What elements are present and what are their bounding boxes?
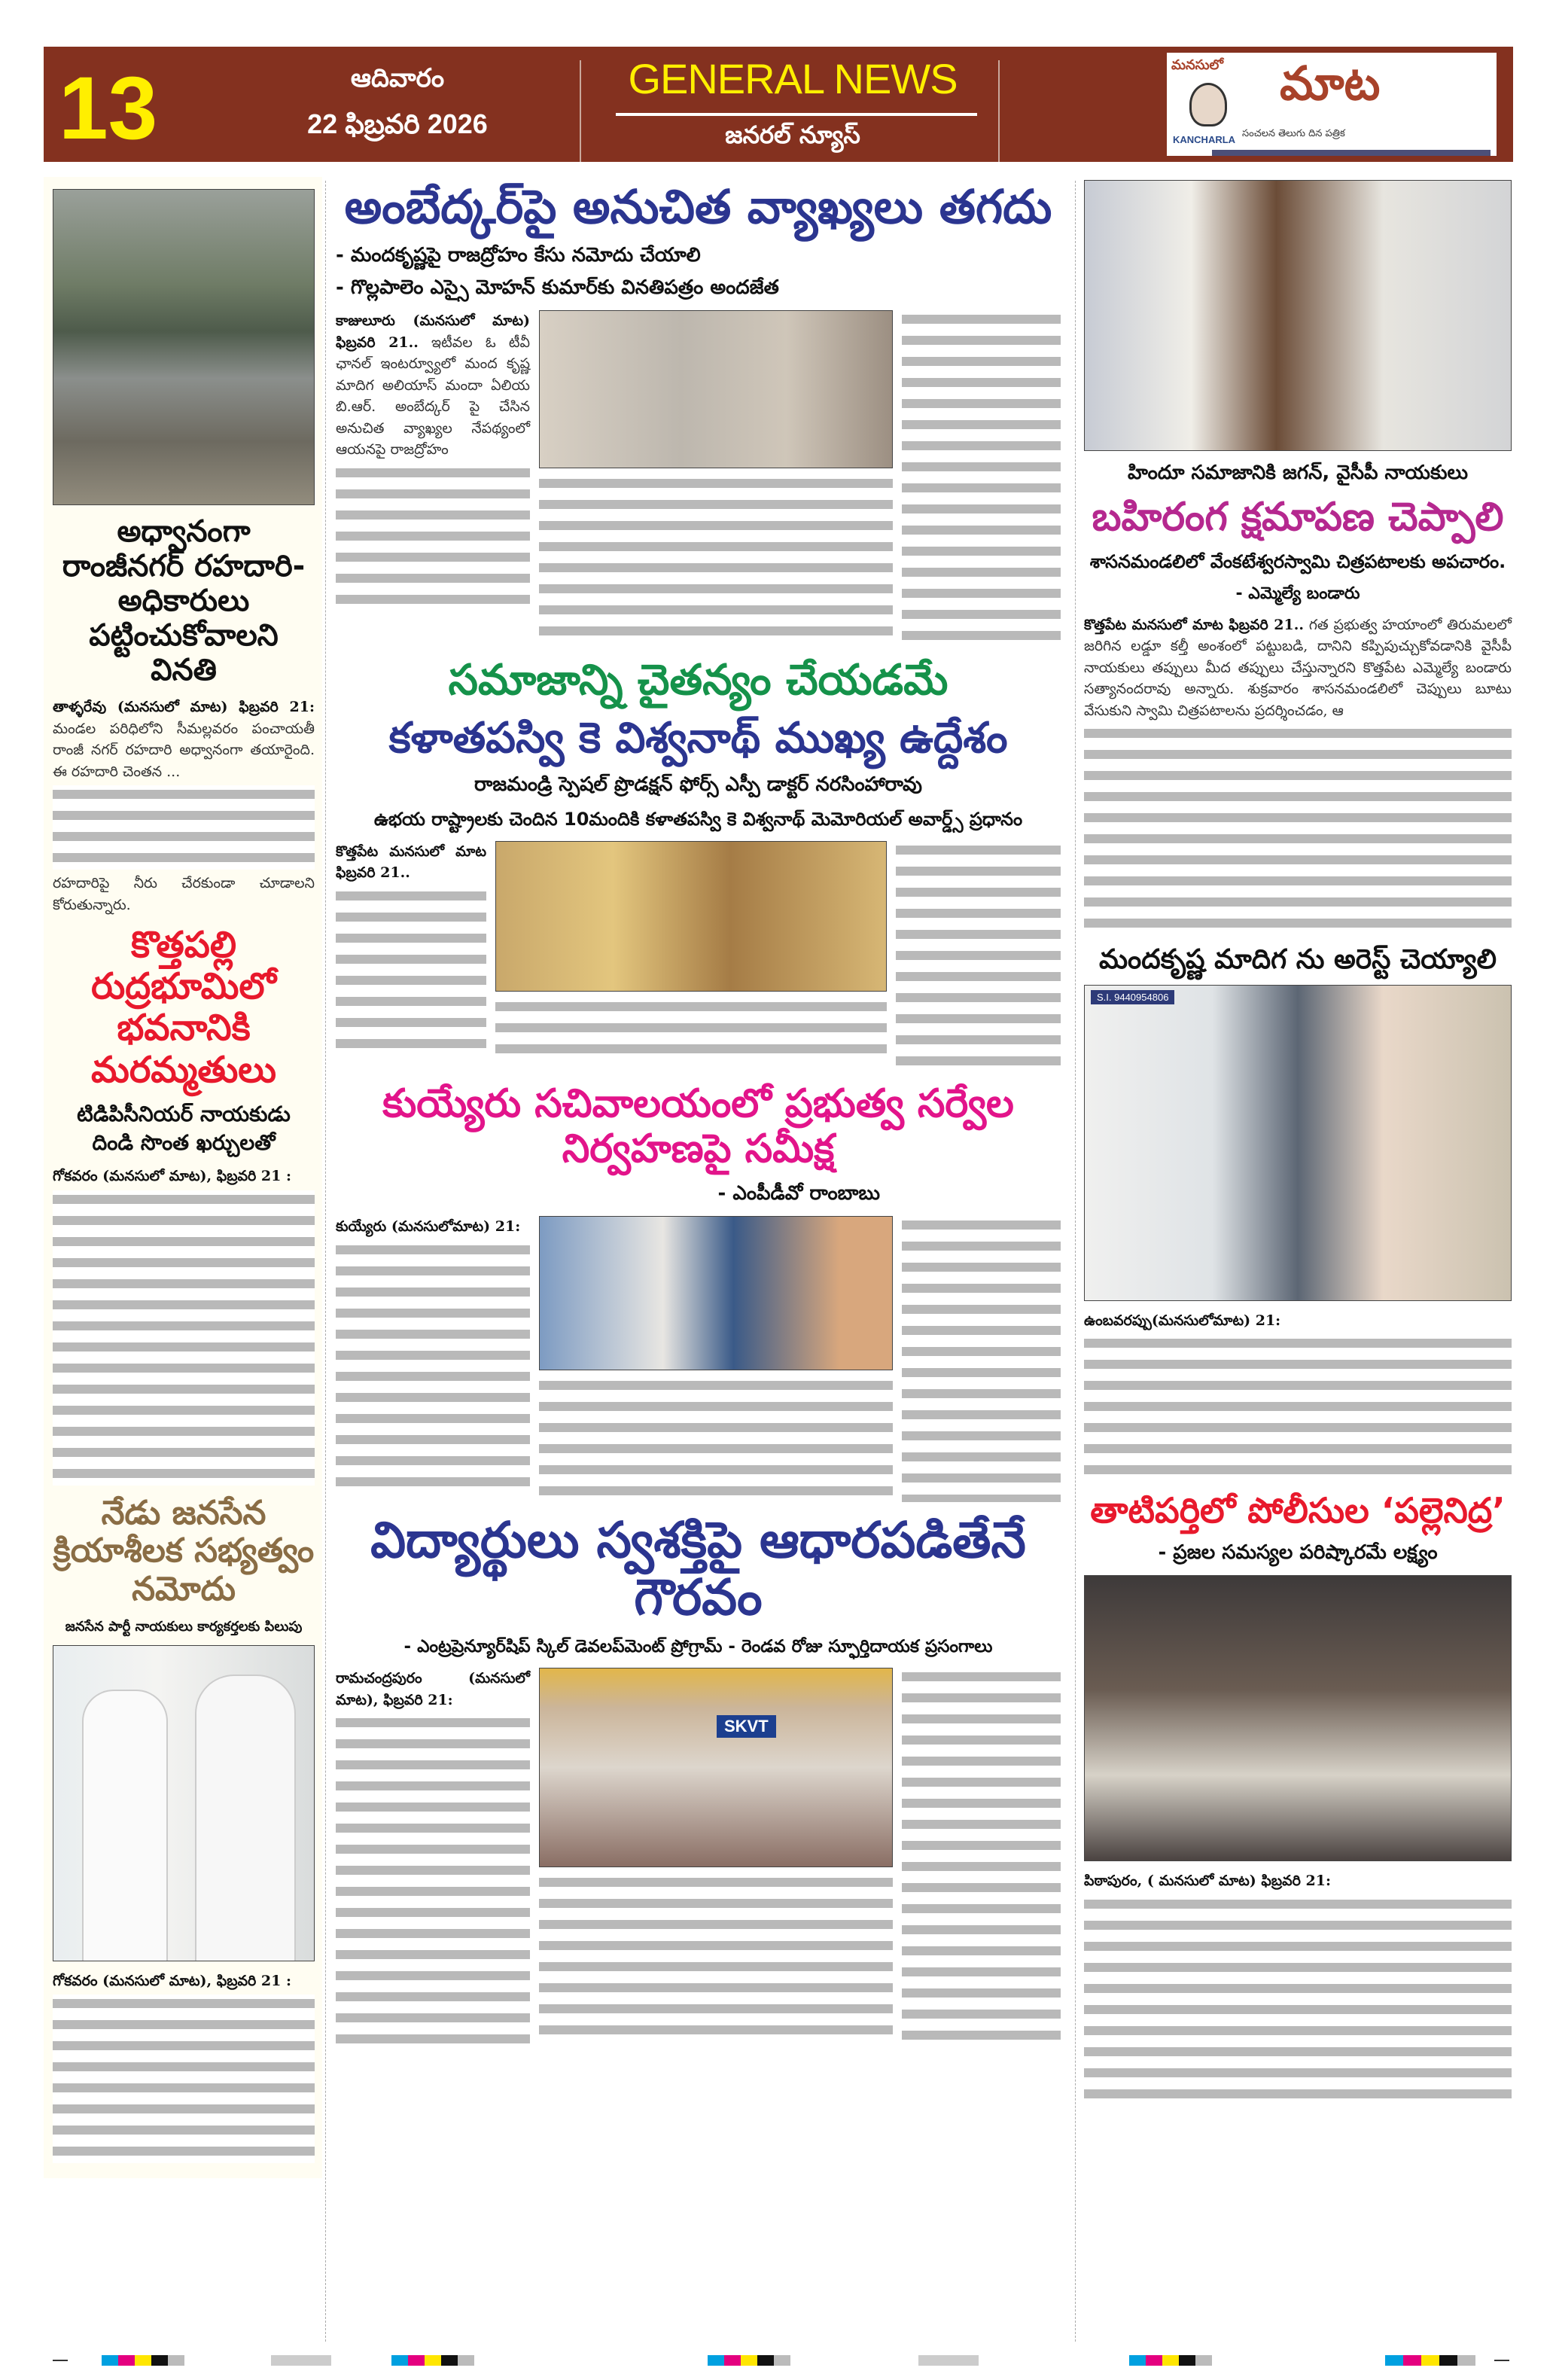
center-column [331, 177, 1065, 2066]
byline: - ఎమ్మెల్యే బండారు [1235, 584, 1360, 604]
photo-memorandum-handover [539, 310, 893, 468]
article-body [1084, 614, 1512, 936]
column-divider [1075, 181, 1076, 2342]
text-lines [539, 474, 893, 643]
color-bar [102, 2355, 184, 2366]
logo-brand: KANCHARLA [1173, 134, 1236, 145]
article-body [53, 1970, 315, 2164]
kicker: హిందూ సమాజానికి జగన్, వైసీపీ నాయకులు [1128, 462, 1468, 484]
logo-portrait-icon [1189, 83, 1227, 126]
article-body [336, 841, 486, 1056]
subheadline: జనసేన పార్టీ నాయకులు కార్యకర్తలకు పిలుపు [65, 1618, 303, 1635]
crosshair-mark [1494, 2360, 1509, 2361]
text-lines [53, 1995, 315, 2163]
day-label: ఆదివారం [350, 63, 445, 93]
text-lines [896, 841, 1061, 1073]
text-lines [336, 1714, 530, 2051]
dateline: తాళ్ళరేవు (మనసులో మాట) ఫిబ్రవరి 21: [53, 699, 315, 715]
gray-bar [918, 2355, 979, 2366]
text-lines [1084, 724, 1512, 935]
headline-ambedkar: అంబేద్కర్‌పై అనుచిత వ్యాఖ్యలు తగదు [344, 179, 1052, 234]
page-number: 13 [59, 59, 158, 158]
photo-flooded-road [53, 189, 315, 505]
text-lines [539, 1873, 893, 2042]
color-bar [1129, 2355, 1212, 2366]
headline-public-apology: బహిరంగ క్షమాపణ చెప్పాలి [1092, 495, 1504, 541]
headline-ramjinagar-road: అధ్వానంగా రాంజీనగర్ రహదారి- అధికారులు పట్టించుకోవాలని వినతి [62, 514, 306, 687]
logo-big-text: మాట [1280, 56, 1381, 111]
subheadline: - ప్రజల సమస్యల పరిష్కారమే లక్ష్యం [1158, 1541, 1438, 1565]
newspaper-logo [1167, 53, 1497, 156]
header-divider [998, 60, 1000, 162]
dateline: పిఠాపురం, ( మనసులో మాట) ఫిబ్రవరి 21: [1084, 1873, 1332, 1890]
headline-kuyyeru-survey: కుయ్యేరు సచివాలయంలో ప్రభుత్వ సర్వేల నిర్వహణపై సమీక్ష [382, 1080, 1014, 1172]
headline-kothapalli-rudrabhoomi: కొత్తపల్లి రుద్రభూమిలో భవనానికి మరమ్మతులు [91, 924, 276, 1091]
photo-review-meeting [539, 1216, 893, 1370]
subheadline: శాసనమండలిలో వేంకటేశ్వరస్వామి చిత్రపటాలకు అపచారం. [1089, 550, 1506, 572]
logo-small-text: మనసులో [1171, 57, 1224, 73]
column-divider [325, 181, 326, 2342]
photo-police-village-stay [1084, 1575, 1512, 1861]
headline-police-pallenidra: తాటిపర్తిలో పోలీసుల ‘పల్లెనిద్ర’ [1090, 1490, 1506, 1531]
article-end: రహదారిపై నీరు చేరకుండా చూడాలని కోరుతున్నారు. [53, 875, 315, 913]
photo-ysrcp-apology [1084, 180, 1512, 451]
text-lines [539, 1376, 893, 1503]
crosshair-mark [53, 2360, 68, 2361]
person-figure [196, 1676, 294, 1961]
print-registration-strip [45, 2349, 1513, 2372]
article-lead: మండల పరిధిలోని సీమల్లవరం పంచాయతీ రాంజీ నగర్ రహదారి అధ్వానంగా తయారైంది. ఈ రహదారి చెంతన ... [53, 720, 315, 780]
text-lines [336, 464, 530, 611]
headline-viswanath-2: కళాతపస్వి కె విశ్వనాథ్ ముఖ్య ఉద్దేశం [388, 713, 1008, 763]
dateline: గోకవరం (మనసులో మాట), ఫిబ్రవరి 21 : [53, 1168, 291, 1185]
dateline: ఉంబవరప్పు(మనసులోమాట) 21: [1084, 1312, 1281, 1329]
article-body [1084, 1310, 1512, 1483]
dateline: కాజులూరు (మనసులో మాట) ఫిబ్రవరి 21.. [336, 312, 530, 351]
article-lead: గత ప్రభుత్వ హయాంలో తిరుమలలో జరిగిన లడ్డూ కల్తీ అంశంలో పట్టుబడి, దానిని కప్పిపుచ్చుకోవడానికి వైసీపీ నాయకులు తప్పులు మీద తప్పులు చేస్తున్నారని కొత్తపేట ఎమ్మెల్యే బండారు సత్యానందరావు అన్నారు. శుక్రవారం శాసనమండలిలో చెప్పులు బూటు వేసుకుని స్వామి చిత్రపటాలను ప్రదర్శించడం, ఆ [1084, 616, 1512, 719]
left-column [44, 177, 322, 2178]
text-lines [902, 1216, 1061, 1502]
section-underline [616, 113, 977, 116]
headline-viswanath-1: సమాజాన్ని చైతన్యం చేయడమే [448, 656, 949, 705]
color-bar [708, 2355, 790, 2366]
logo-bar [1212, 150, 1491, 156]
dateline: రామచంద్రపురం (మనసులో మాట), ఫిబ్రవరి 21: [336, 1670, 530, 1708]
text-lines [336, 887, 486, 1056]
article-body [336, 1216, 530, 1494]
logo-tagline: సంచలన తెలుగు దిన పత్రిక [1242, 128, 1345, 139]
subheadline: - ఎంట్రప్రెన్యూర్‌షిప్ స్కిల్ డెవలప్‌మెంట్ ప్రోగ్రామ్ - రెండవ రోజు స్ఫూర్తిదాయక ప్రసంగాలు [403, 1637, 993, 1657]
dateline: కుయ్యేరు (మనసులోమాట) 21: [336, 1218, 521, 1236]
article-body [1084, 1870, 1512, 2106]
section-title-en: GENERAL NEWS [628, 55, 958, 102]
text-lines [902, 310, 1061, 648]
subheadline: ఉభయ రాష్ట్రాలకు చెందిన 10మందికి కళాతపస్వి కె విశ్వనాథ్ మెమోరియల్ అవార్డ్స్ ప్రధానం [373, 809, 1023, 830]
text-lines [53, 785, 315, 870]
dateline: గోకవరం (మనసులో మాట), ఫిబ్రవరి 21 : [53, 1972, 291, 1989]
date-label: 22 ఫిబ్రవరి 2026 [307, 108, 488, 139]
color-bar [391, 2355, 474, 2366]
text-lines [902, 1668, 1061, 2047]
headline-arrest-mandakrishna: మందకృష్ణ మాదిగ ను అరెస్ట్ చెయ్యాలి [1098, 944, 1497, 976]
article-body [336, 1668, 530, 2051]
section-title-te: జనరల్ న్యూస్ [725, 120, 860, 149]
subheadline: టిడిపిసీనియర్ నాయకుడు దిండి సొంత ఖర్చులతో [77, 1101, 291, 1155]
right-column [1081, 177, 1513, 2121]
gray-bar [271, 2355, 331, 2366]
dateline: కొత్తపేట మనసులో మాట ఫిబ్రవరి 21.. [1084, 616, 1304, 633]
event-banner: SKVT [717, 1715, 776, 1738]
text-lines [1084, 1895, 1512, 2106]
photo-award-ceremony [495, 841, 887, 992]
headline-students-self-reliance: విద్యార్థులు స్వశక్తిపై ఆధారపడితేనే గౌరవం [370, 1511, 1026, 1627]
dateline: కొత్తపేట మనసులో మాట ఫిబ్రవరి 21.. [336, 843, 486, 882]
subheadline: - మందకృష్ణపై రాజద్రోహం కేసు నమోదు చేయాలి [336, 244, 701, 267]
header-divider [580, 60, 581, 162]
person-figure [84, 1691, 166, 1961]
article-body [53, 696, 315, 916]
subheadline: - గొల్లపాలెం ఎస్సై మోహన్ కుమార్‌కు వినతిపత్రం అందజేత [336, 276, 779, 300]
text-lines [1084, 1334, 1512, 1482]
article-body [53, 1166, 315, 1486]
photo-protest-rally [1084, 985, 1512, 1301]
masthead [44, 47, 1513, 162]
color-bar [1385, 2355, 1475, 2366]
byline: - ఎంపీడీవో రాంబాబు [717, 1182, 880, 1205]
text-lines [336, 1241, 530, 1494]
article-body [336, 310, 530, 611]
photo-skill-program [539, 1668, 893, 1867]
subheadline: రాజమండ్రి స్పెషల్ ప్రొడక్షన్ ఫోర్స్ ఎస్పీ డాక్టర్ నరసింహారావు [473, 773, 922, 797]
text-lines [495, 998, 887, 1061]
photo-janasena-leaders [53, 1645, 315, 1961]
text-lines [53, 1190, 315, 1486]
article-lead: ఇటీవల ఓ టీవీ ఛానల్ ఇంటర్వ్యూలో మంద కృష్ణ మాదిగ అలియాస్ మందా ఏలియ బి.ఆర్. అంబేద్కర్ పై చేసిన అనుచిత వ్యాఖ్యల నేపథ్యంలో ఆయనపై రాజద్రోహం [336, 334, 531, 459]
headline-janasena-membership: నేడు జనసేన క్రియాశీలక సభ్యత్వం నమోదు [53, 1493, 315, 1609]
banner-text: S.I. 9440954806 [1091, 990, 1174, 1004]
